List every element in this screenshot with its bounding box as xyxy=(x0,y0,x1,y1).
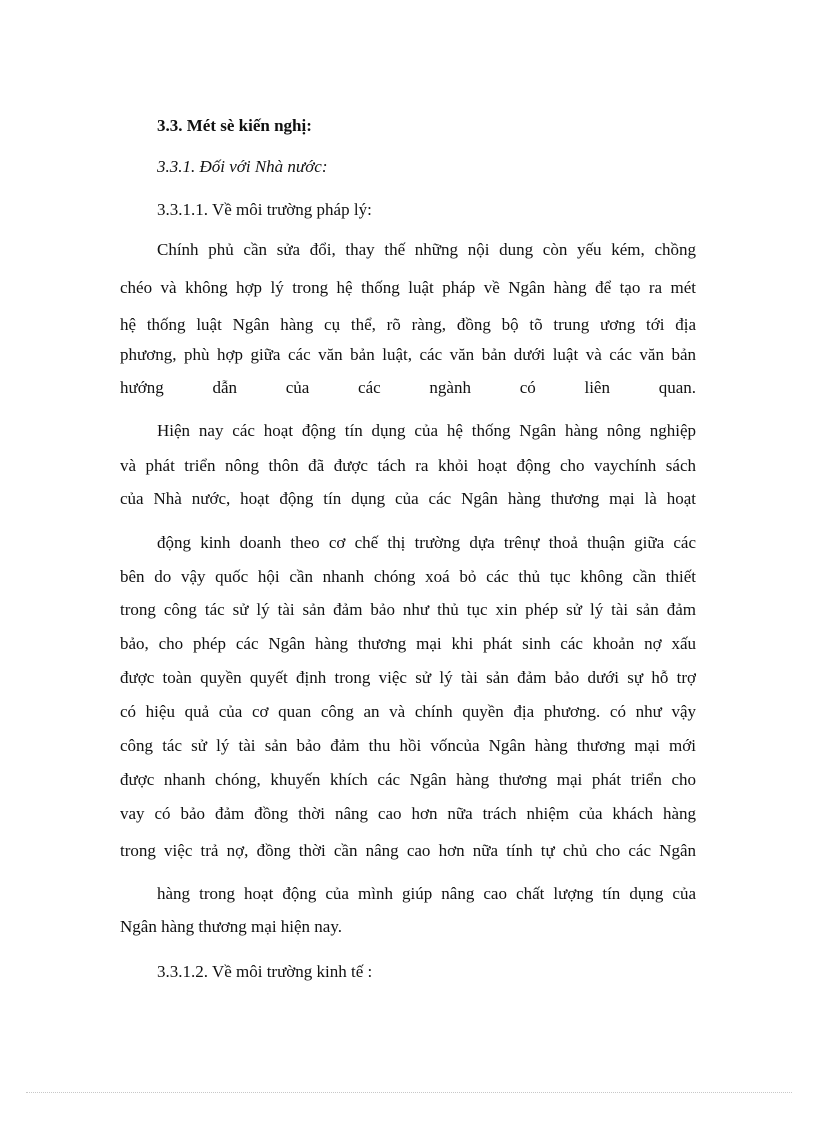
paragraph-line: trong công tác sử lý tài sản đảm bảo như thủ tục xin phép sử lý tài sản đảm xyxy=(120,600,696,619)
paragraph-line: Ngân hàng thương mại hiện nay. xyxy=(120,917,342,936)
paragraph-line: động kinh doanh theo cơ chế thị trường dựa trênự thoả thuận giữa các xyxy=(157,533,696,552)
paragraph-line: Hiện nay các hoạt động tín dụng của hệ thống Ngân hàng nông nghiệp xyxy=(157,421,696,440)
paragraph-line: bảo, cho phép các Ngân hàng thương mại khi phát sinh các khoản nợ xấu xyxy=(120,634,696,653)
paragraph-line: Chính phủ cần sửa đổi, thay thế những nội dung còn yếu kém, chồng xyxy=(157,240,696,259)
paragraph-line: của Nhà nước, hoạt động tín dụng của các Ngân hàng thương mại là hoạt xyxy=(120,489,696,508)
subsection-title-economic: 3.3.1.2. Về môi trường kinh tế : xyxy=(157,962,373,981)
paragraph-line: có hiệu quả của cơ quan công an và chính quyền địa phương. có như vậy xyxy=(120,702,696,721)
paragraph-line: hệ thống luật Ngân hàng cụ thể, rõ ràng, đồng bộ tõ trung ương tới địa xyxy=(120,315,696,334)
paragraph-line: trong việc trả nợ, đồng thời cần nâng cao hơn nữa tính tự chủ cho các Ngân xyxy=(120,841,696,860)
paragraph-line: vay có bảo đảm đồng thời nâng cao hơn nữa trách nhiệm của khách hàng xyxy=(120,804,696,823)
paragraph-line: và phát triển nông thôn đã được tách ra khỏi hoạt động cho vaychính sách xyxy=(120,456,696,475)
paragraph-line: công tác sử lý tài sản bảo đảm thu hồi vốncủa Ngân hàng thương mại mới xyxy=(120,736,696,755)
section-subheading: 3.3.1. Đối với Nhà nước: xyxy=(157,157,328,176)
paragraph-line: được nhanh chóng, khuyến khích các Ngân hàng thương mại phát triển cho xyxy=(120,770,696,789)
paragraph-line: bên do vậy quốc hội cần nhanh chóng xoá bỏ các thủ tục không cần thiết xyxy=(120,567,696,586)
paragraph-line: chéo và không hợp lý trong hệ thống luật pháp về Ngân hàng để tạo ra mét xyxy=(120,278,696,297)
paragraph-line: hàng trong hoạt động của mình giúp nâng cao chất lượng tín dụng của xyxy=(157,884,696,903)
paragraph-line: được toàn quyền quyết định trong việc sử lý tài sản đảm bảo dưới sự hỗ trợ xyxy=(120,668,696,687)
page-bottom-rule xyxy=(26,1092,792,1093)
subsection-title-legal: 3.3.1.1. Về môi trường pháp lý: xyxy=(157,200,372,219)
paragraph-line: hướng dẫn của các ngành có liên quan. xyxy=(120,378,696,397)
section-heading: 3.3. Mét sè kiến nghị: xyxy=(157,116,312,135)
paragraph-line: phương, phù hợp giữa các văn bản luật, các văn bản dưới luật và các văn bản xyxy=(120,345,696,364)
